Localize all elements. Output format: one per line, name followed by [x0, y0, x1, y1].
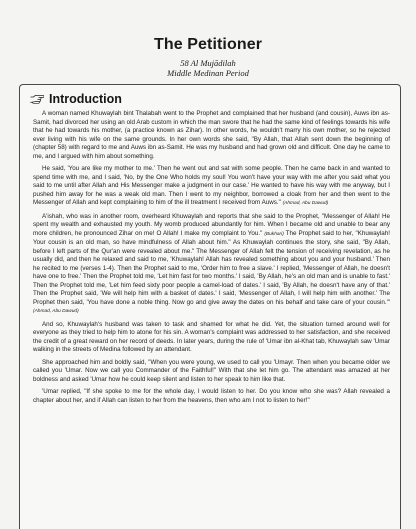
paragraph: 'Umar replied, "If she spoke to me for the whole day, I would listen to her. Do you know who she was? Allah revealed a chapter about her, and if Allah can listen to her from the heavens, then who am I not to listen to her!" [33, 388, 390, 404]
introduction-text [33, 110, 390, 409]
introduction-box [19, 84, 401, 529]
chapter-title: The Petitioner [153, 36, 263, 53]
citation: (Ahmad, Abu Dawud) [282, 201, 329, 206]
section-heading: Introduction [49, 92, 122, 106]
paragraph: And so, Khuwaylah's husband was taken to task and shamed for what he did. Yet, the situation turned around well for everyone as they tried to help him to atone for his sin. A woman's complaint was addressed to her satisfaction, and she received the credit of a great reward on her record of deeds. In later years, during the rule of 'Umar ibn al-Khat tab, Khuwaylah saw 'Umar walking in the streets of Medina followed by an attendant. [33, 320, 390, 353]
period-subtitle: Middle Medinan Period [167, 68, 249, 78]
paragraph: He said, 'You are like my mother to me.' Then he went out and sat with some people. Then he came back in and wanted to spend time with me, and I said, 'No, by the One Who holds my soul! You won't have your way with me after you said what you said to me until after Allah and His Messenger make a judgment in our case.' He wanted to have his way with me anyway, but I pushed him away for he was a weak old man. Then I went to my neighbor, borrowed a cloak from her and then went to the Messenger of Allah and kept complaining to him of the ill treatment I received from Auws." (Ahmad, Abu Dawud) [33, 165, 390, 206]
paragraph: She approached him and boldly said, "When you were young, we used to call you 'Umayr. Then when you became older we called you 'Umar. Now we call you Commander of the Faithful!" With that she let him go. The attendant was amazed at her boldness and asked 'Umar how he could keep silent and listen to her speak to him like that. [33, 358, 390, 383]
surah-subtitle: 58 Al Mujādilah [180, 58, 236, 68]
citation: (Ahmad, Abu Dawud) [33, 309, 79, 314]
citation: (Bukhari) [264, 231, 284, 237]
section-header [30, 91, 122, 107]
paragraph: A woman named Khuwaylah bint Thalabah went to the Prophet and complained that her husband (and cousin), Auws ibn as-Samit, had divorced her using an old Arab custom in which the man swore that he had the same kind of feelings towards his wife that he had towards his mother, (a practice known as Zihar). In other words, he wouldn't marry his own mother, so he rejected ever living with his wife on the same grounds. In her own words she said, "By Allah, that Allah sent down the beginning of (chapter 58) with regard to me and Auws ibn as-Samit. He was my husband and had grown old and difficult. One day he came to me, and I argued with him about something. [33, 110, 390, 160]
paragraph: A'ishah, who was in another room, overheard Khuwaylah and reports that she said to the Prophet, "Messenger of Allah! He spent my wealth and exhausted my youth. My womb produced abundantly for him. When I became old and unable to bear any more children, he pronounced Zihar on me! O Allah! I make my complaint to You." (Bukhari) The Prophet said to her, "Khuwaylah! Your cousin is an old man, so have mindfulness of Allah about him." As Khuwaylah continues the story, she said, "By Allah, before I left parts of the Qur'an were revealed about me." The Messenger of Allah felt the tension of receiving revelation, as he usually did, and then he relaxed and said to me, 'Khuwaylah! Allah has revealed something about you and your husband.' Then he recited to me (verses 1-4). Then the Prophet said to me, 'Order him to free a slave.' I replied, 'Messenger of Allah, he doesn't have one to free.' Then the Prophet told me, 'Let him fast for two months.' I said, 'By Allah, he's an old man and is unable to fast.' Then the Prophet told me, 'Let him feed sixty poor people a camel-load of dates.' I said, 'By Allah, he doesn't have any of that.' Then the Prophet said, 'We will help him with a basket of dates.' I said, 'Messenger of Allah, I will help him with another.' The Prophet then said, 'You have done a noble thing. Now go and give away the dates on his behalf and take care of your cousin.'" (Ahmad, Abu Dawud) [33, 212, 390, 314]
pointing-hand-icon [30, 94, 44, 104]
